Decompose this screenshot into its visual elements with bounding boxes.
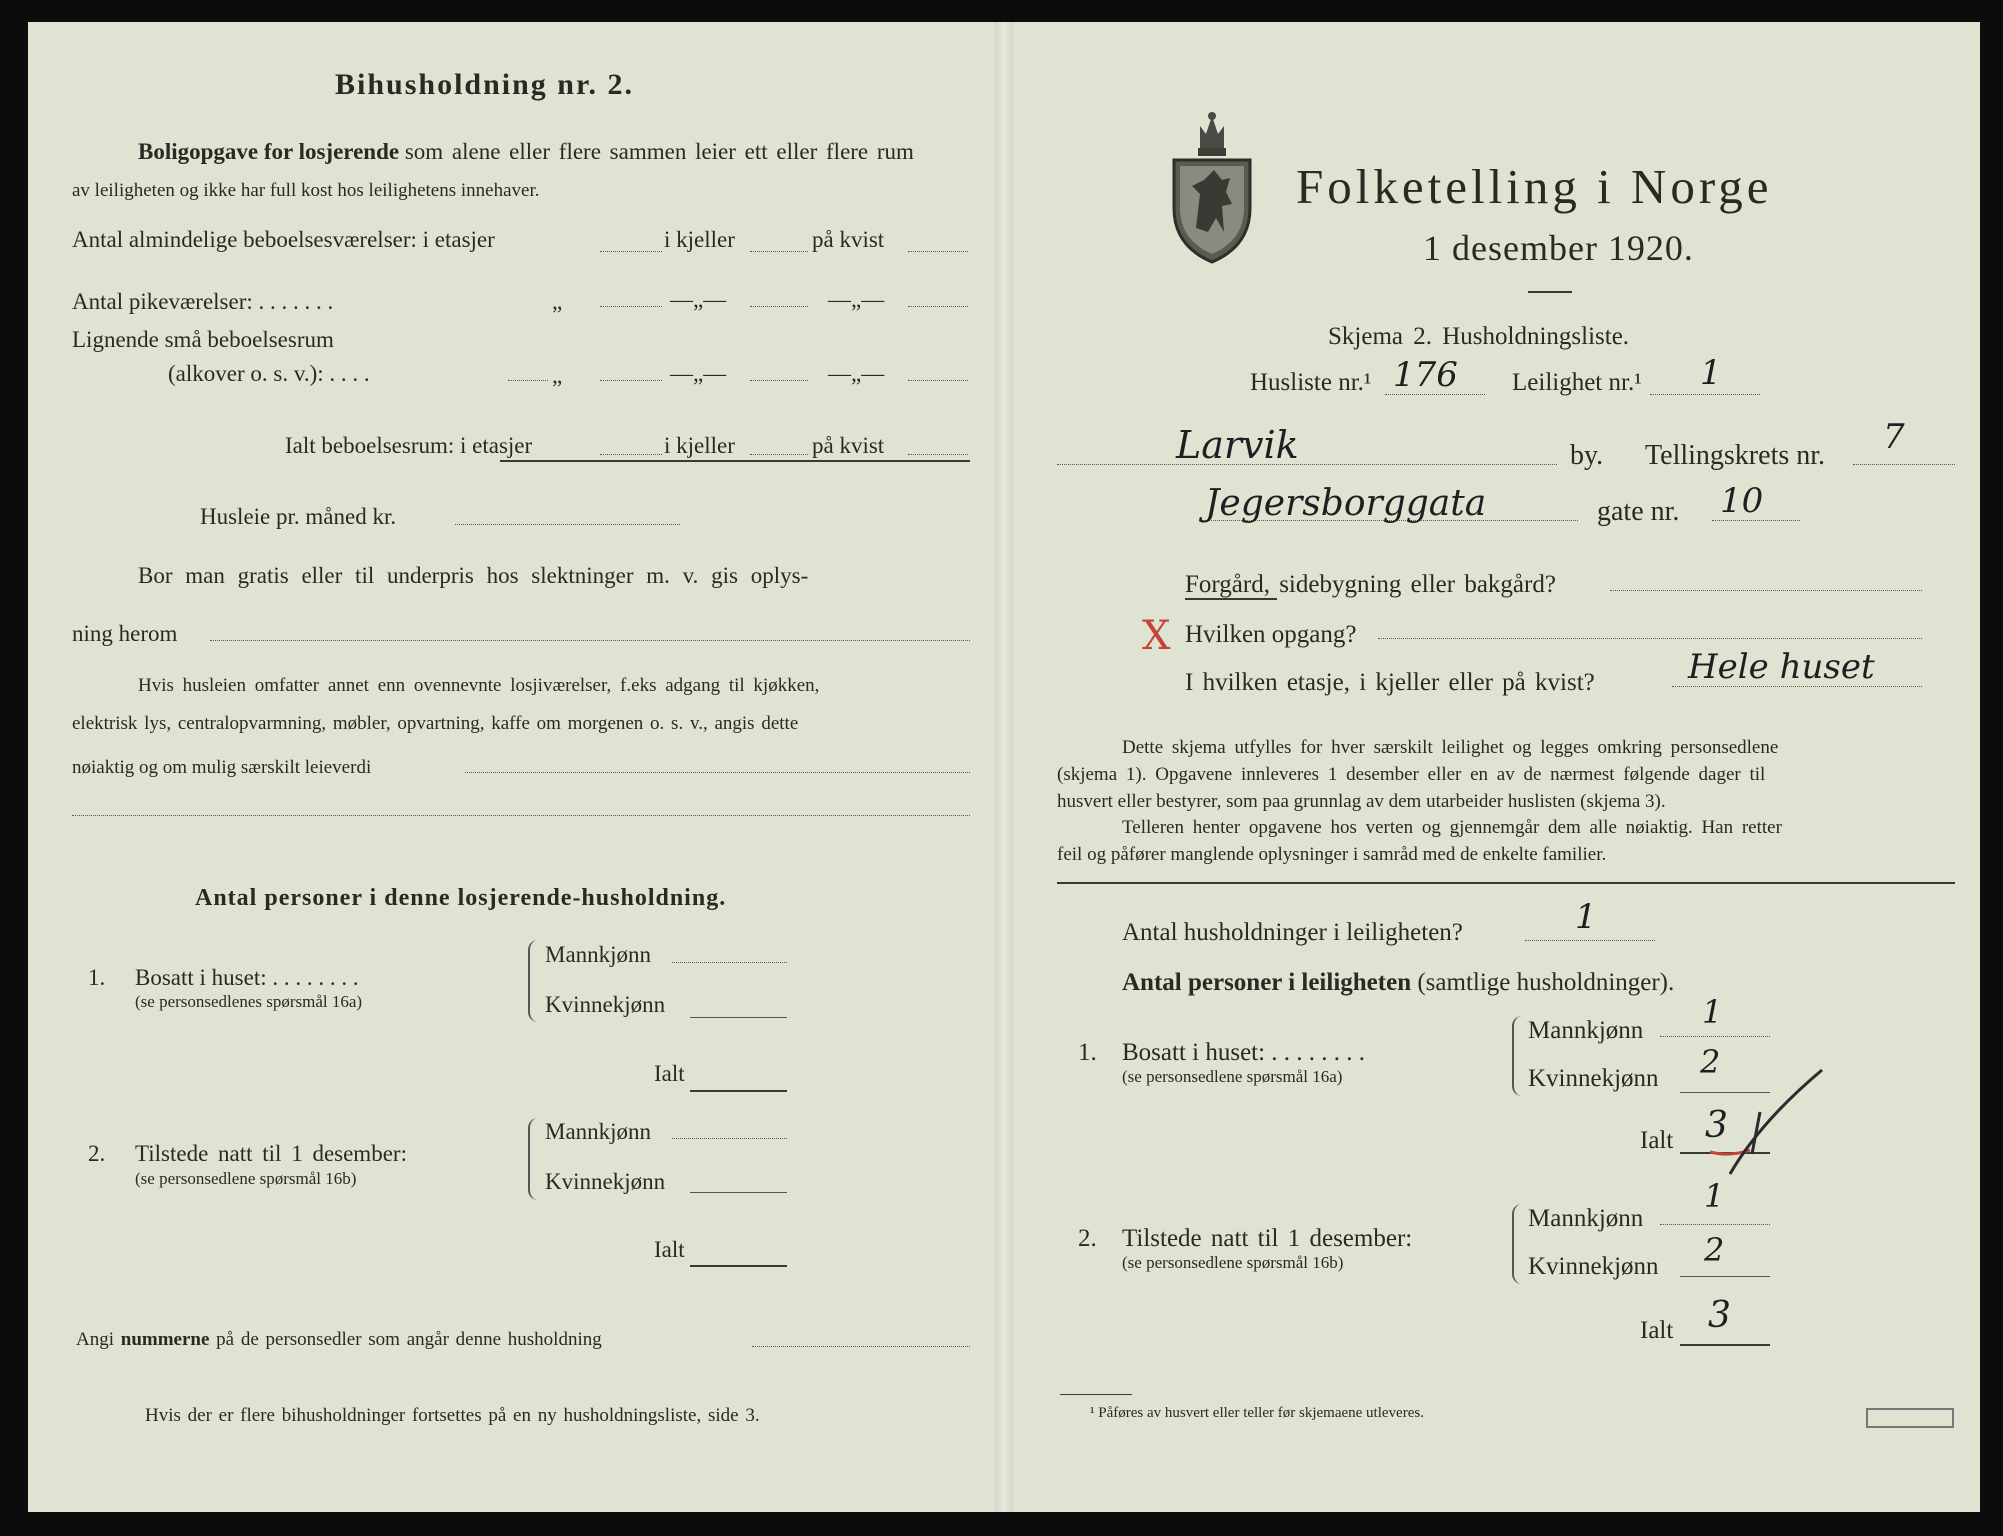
pike-kjeller-field[interactable] bbox=[750, 306, 808, 307]
left-bosatt-label: Bosatt i huset: . . . . . . . . bbox=[135, 965, 359, 990]
lignende-lead-field[interactable] bbox=[508, 380, 548, 381]
left-bosatt-ialt-field[interactable] bbox=[690, 1090, 787, 1092]
printer-stamp bbox=[1866, 1408, 1954, 1428]
right-bosatt-brace bbox=[1512, 1016, 1522, 1096]
right-bosatt-mann-value: 1 bbox=[1702, 993, 1723, 1031]
pike-ditto-2: —„— bbox=[670, 287, 727, 312]
pike-etasjer-field[interactable] bbox=[600, 306, 662, 307]
right-tilstede-kvinne-field[interactable] bbox=[1680, 1276, 1770, 1277]
bor-line-1: Bor man gratis eller til underpris hos slektninger m. v. gis oplys- bbox=[138, 563, 809, 588]
lignende-ditto-1: „ bbox=[552, 363, 563, 388]
pike-label: Antal pikeværelser: . . . . . . . bbox=[72, 289, 334, 314]
instr-line-2: (skjema 1). Opgavene innleveres 1 desember eller en av de nærmest følgende dager til bbox=[1057, 764, 1766, 785]
right-date: 1 desember 1920. bbox=[1423, 228, 1694, 268]
pike-kvist-field[interactable] bbox=[908, 306, 968, 307]
left-bosatt-kvinne-field[interactable] bbox=[690, 1017, 787, 1018]
lignende-etasjer-field[interactable] bbox=[600, 380, 662, 381]
instr-line-3: husvert eller bestyrer, som paa grunnlag av dem utarbeider huslisten (skjema 3). bbox=[1057, 791, 1666, 812]
left-tilstede-num: 2. bbox=[88, 1141, 106, 1166]
right-bosatt-num: 1. bbox=[1078, 1039, 1097, 1066]
pike-ditto-3: —„— bbox=[828, 287, 885, 312]
rooms-label: Antal almindelige beboelsesværelser: i etasjer bbox=[72, 227, 495, 252]
lignende-ditto-3: —„— bbox=[828, 361, 885, 386]
ialt-rooms-label: Ialt beboelsesrum: i etasjer bbox=[285, 433, 533, 458]
intro-line-2: av leiligheten og ikke har full kost hos leilighetens innehaver. bbox=[72, 180, 540, 201]
skjema-label: Skjema 2. Husholdningsliste. bbox=[1328, 323, 1630, 350]
right-tilstede-sub: (se personsedlene spørsmål 16b) bbox=[1122, 1253, 1344, 1272]
gate-label: gate nr. bbox=[1597, 496, 1680, 527]
left-tilstede-kvinne: Kvinnekjønn bbox=[545, 1169, 666, 1194]
left-tilstede-mann: Mannkjønn bbox=[545, 1119, 652, 1144]
leilighet-value: 1 bbox=[1700, 353, 1722, 393]
gate-value: 10 bbox=[1720, 481, 1764, 521]
left-tilstede-kvinne-field[interactable] bbox=[690, 1192, 787, 1193]
lignende-ditto-2: —„— bbox=[670, 361, 727, 386]
right-bosatt-kvinne: Kvinnekjønn bbox=[1528, 1065, 1659, 1092]
hvis-line-2: elektrisk lys, centralopvarmning, møbler, opvartning, kaffe om morgenen o. s. v., angis dette bbox=[72, 713, 799, 734]
right-bosatt-mann: Mannkjønn bbox=[1528, 1017, 1644, 1044]
husliste-label: Husliste nr.¹ bbox=[1250, 369, 1372, 396]
lignende-kvist-field[interactable] bbox=[908, 380, 968, 381]
rooms-kvist-field[interactable] bbox=[908, 251, 968, 252]
right-tilstede-mann-value: 1 bbox=[1704, 1177, 1725, 1215]
right-bosatt-sub: (se personsedlene spørsmål 16a) bbox=[1122, 1067, 1343, 1086]
left-bosatt-brace bbox=[528, 940, 538, 1022]
lignende-label-1: Lignende små beboelsesrum bbox=[72, 327, 334, 352]
antal-hush-value: 1 bbox=[1575, 897, 1597, 937]
right-title: Folketelling i Norge bbox=[1296, 159, 1773, 214]
right-tilstede-kvinne: Kvinnekjønn bbox=[1528, 1253, 1659, 1280]
tellingskrets-value: 7 bbox=[1883, 417, 1905, 457]
bor-line-2: ning herom bbox=[72, 621, 178, 646]
right-footnote: ¹ Påføres av husvert eller teller før skjemaene utleveres. bbox=[1090, 1405, 1424, 1421]
etasje-value: Hele huset bbox=[1688, 647, 1875, 687]
left-tilstede-label: Tilstede natt til 1 desember: bbox=[135, 1141, 407, 1166]
hvis-field-2[interactable] bbox=[72, 815, 970, 816]
instr-line-5: feil og påfører manglende oplysninger i samråd med de enkelte familier. bbox=[1057, 844, 1607, 865]
ialt-kvist-field[interactable] bbox=[908, 454, 968, 455]
right-bosatt-kvinne-value: 2 bbox=[1700, 1043, 1721, 1081]
opgang-field[interactable] bbox=[1378, 638, 1922, 639]
left-bosatt-sub: (se personsedlenes spørsmål 16a) bbox=[135, 992, 363, 1011]
checkmark-icon bbox=[1690, 1062, 1830, 1182]
left-tilstede-brace bbox=[528, 1118, 538, 1200]
lignende-kjeller-field[interactable] bbox=[750, 380, 808, 381]
left-bosatt-num: 1. bbox=[88, 965, 106, 990]
by-label: by. bbox=[1570, 440, 1604, 471]
right-tilstede-label: Tilstede natt til 1 desember: bbox=[1122, 1225, 1413, 1252]
right-bosatt-mann-field[interactable] bbox=[1660, 1036, 1770, 1037]
ialt-kjeller-field[interactable] bbox=[750, 454, 808, 455]
instr-rule bbox=[1057, 882, 1955, 884]
left-bosatt-kvinne: Kvinnekjønn bbox=[545, 992, 666, 1017]
footnote-rule bbox=[1060, 1394, 1132, 1395]
street-value: Jegersborggata bbox=[1205, 483, 1487, 524]
rooms-kjeller-field[interactable] bbox=[750, 251, 808, 252]
right-tilstede-mann-field[interactable] bbox=[1660, 1224, 1770, 1225]
ialt-kjeller-label: i kjeller bbox=[664, 433, 735, 458]
forgard-label: Forgård, sidebygning eller bakgård? bbox=[1185, 571, 1556, 598]
right-tilstede-num: 2. bbox=[1078, 1225, 1097, 1252]
hvis-line-3: nøiaktig og om mulig særskilt leieverdi bbox=[72, 757, 372, 778]
left-tilstede-ialt: Ialt bbox=[654, 1237, 685, 1262]
husleie-label: Husleie pr. måned kr. bbox=[200, 504, 397, 529]
ialt-etasjer-field[interactable] bbox=[600, 454, 662, 455]
intro-line-1: Boligopgave for losjerende som alene eller flere sammen leier ett eller flere rum bbox=[138, 139, 914, 164]
right-tilstede-kvinne-value: 2 bbox=[1704, 1231, 1725, 1269]
right-bosatt-ialt-value: 3 bbox=[1705, 1105, 1728, 1146]
forgard-underline bbox=[1185, 598, 1277, 600]
angi-field[interactable] bbox=[752, 1346, 970, 1347]
right-tilstede-ialt-value: 3 bbox=[1708, 1295, 1731, 1336]
right-tilstede-mann: Mannkjønn bbox=[1528, 1205, 1644, 1232]
leilighet-label: Leilighet nr.¹ bbox=[1512, 369, 1642, 396]
etasje-label: I hvilken etasje, i kjeller eller på kvist? bbox=[1185, 669, 1595, 696]
antal-hush-field[interactable] bbox=[1525, 940, 1655, 941]
rooms-etasjer-field[interactable] bbox=[600, 251, 662, 252]
title-rule bbox=[1528, 291, 1572, 293]
pike-ditto-1: „ bbox=[552, 289, 563, 314]
antal-hush-label: Antal husholdninger i leiligheten? bbox=[1122, 919, 1463, 946]
left-tilstede-mann-field[interactable] bbox=[672, 1138, 787, 1139]
right-tilstede-ialt-field[interactable] bbox=[1680, 1344, 1770, 1346]
tellingskrets-label: Tellingskrets nr. bbox=[1645, 440, 1826, 471]
husleie-field[interactable] bbox=[455, 524, 680, 525]
right-bosatt-ialt: Ialt bbox=[1640, 1127, 1674, 1154]
right-bosatt-label: Bosatt i huset: . . . . . . . . bbox=[1122, 1039, 1366, 1066]
leilighet-field[interactable] bbox=[1650, 394, 1760, 395]
left-bosatt-mann: Mannkjønn bbox=[545, 942, 652, 967]
opgang-label: Hvilken opgang? bbox=[1185, 621, 1357, 648]
husliste-value: 176 bbox=[1393, 355, 1458, 395]
rooms-kvist-label: på kvist bbox=[812, 227, 885, 252]
left-bosatt-ialt: Ialt bbox=[654, 1061, 685, 1086]
page-fold bbox=[995, 22, 1013, 1512]
city-value: Larvik bbox=[1176, 423, 1299, 467]
city-field[interactable] bbox=[1057, 464, 1557, 465]
right-tilstede-ialt: Ialt bbox=[1640, 1317, 1674, 1344]
left-tilstede-ialt-field[interactable] bbox=[690, 1265, 787, 1267]
bor-field[interactable] bbox=[210, 640, 970, 641]
opgang-check-mark: X bbox=[1142, 613, 1171, 659]
right-tilstede-brace bbox=[1512, 1204, 1522, 1284]
angi-line: Angi nummerne på de personsedler som angår denne husholdning bbox=[76, 1329, 602, 1350]
lignende-label-2: (alkover o. s. v.): . . . . bbox=[168, 361, 370, 386]
left-title: Bihusholdning nr. 2. bbox=[335, 68, 635, 101]
forgard-field[interactable] bbox=[1610, 590, 1922, 591]
left-tilstede-sub: (se personsedlene spørsmål 16b) bbox=[135, 1169, 357, 1188]
ialt-kvist-label: på kvist bbox=[812, 433, 885, 458]
hvis-field[interactable] bbox=[465, 772, 970, 773]
ialt-rule bbox=[500, 460, 970, 462]
rooms-kjeller-label: i kjeller bbox=[664, 227, 735, 252]
left-bosatt-mann-field[interactable] bbox=[672, 962, 787, 963]
coat-of-arms-icon bbox=[1170, 108, 1254, 264]
left-footer: Hvis der er flere bihusholdninger fortsettes på en ny husholdningsliste, side 3. bbox=[145, 1405, 760, 1426]
instr-line-1: Dette skjema utfylles for hver særskilt leilighet og legges omkring personsedlene bbox=[1122, 737, 1779, 758]
instr-line-4: Telleren henter opgavene hos verten og gjennemgår dem alle nøiaktig. Han retter bbox=[1122, 817, 1782, 838]
left-antal-heading: Antal personer i denne losjerende-husholdning. bbox=[195, 885, 727, 911]
tellingskrets-field[interactable] bbox=[1853, 464, 1955, 465]
antal-pers-line: Antal personer i leiligheten (samtlige husholdninger). bbox=[1122, 969, 1675, 996]
hvis-line-1: Hvis husleien omfatter annet enn ovennevnte losjiværelser, f.eks adgang til kjøkken, bbox=[138, 675, 820, 696]
